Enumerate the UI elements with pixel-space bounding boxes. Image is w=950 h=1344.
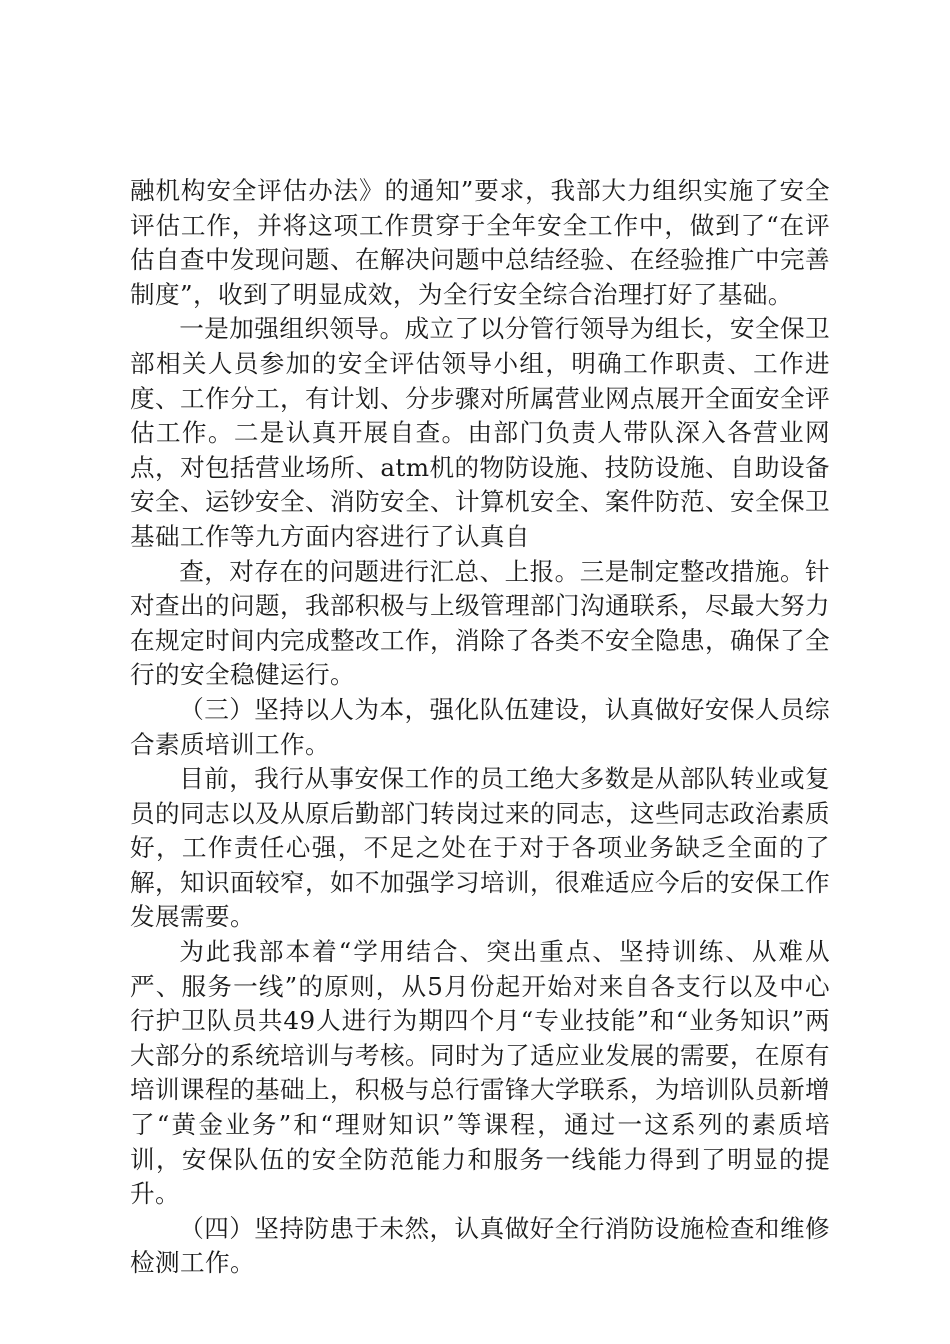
paragraph-organization-leadership: 一是加强组织领导。成立了以分管行领导为组长，安全保卫部相关人员参加的安全评估领导小组，明确工作职责、工作进度、工作分工，有计划、分步骤对所属营业网点展开全面安全评估工作。二是认真开展自查。由部门负责人带队深入各营业网点，对包括营业场所、atm机的物防设施、技防设施、自助设备安全、运钞安全、消防安全、计算机安全、案件防范、安全保卫基础工作等九方面内容进行了认真自: [130, 314, 830, 551]
paragraph-rectification-measures: 查，对存在的问题进行汇总、上报。三是制定整改措施。针对查出的问题，我部积极与上级管理部门沟通联系，尽最大努力在规定时间内完成整改工作，消除了各类不安全隐患，确保了全行的安全稳健运行。: [130, 556, 830, 690]
paragraph-training-program: 为此我部本着“学用结合、突出重点、坚持训练、从难从严、服务一线”的原则，从5月份起开始对来自各支行以及中心行护卫队员共49人进行为期四个月“专业技能”和“业务知识”两大部分的系统培训与考核。同时为了适应业发展的需要，在原有培训课程的基础上，积极与总行雷锋大学联系，为培训队员新增了“黄金业务”和“理财知识”等课程，通过一这系列的素质培训，安保队伍的安全防范能力和服务一线能力得到了明显的提升。: [130, 937, 830, 1209]
section-heading-four: （四）坚持防患于未然，认真做好全行消防设施检查和维修检测工作。: [130, 1213, 830, 1278]
paragraph-staff-background: 目前，我行从事安保工作的员工绝大多数是从部队转业或复员的同志以及从原后勤部门转岗过来的同志，这些同志政治素质好，工作责任心强，不足之处在于对于各项业务缺乏全面的了解，知识面较窄，如不加强学习培训，很难适应今后的安保工作发展需要。: [130, 764, 830, 932]
section-heading-three: （三）坚持以人为本，强化队伍建设，认真做好安保人员综合素质培训工作。: [130, 694, 830, 759]
paragraph-intro-continuation: 融机构安全评估办法》的通知”要求，我部大力组织实施了安全评估工作，并将这项工作贯穿于全年安全工作中，做到了“在评估自查中发现问题、在解决问题中总结经验、在经验推广中完善制度”，收到了明显成效，为全行安全综合治理打好了基础。: [130, 176, 830, 309]
document-body: [130, 174, 830, 1281]
